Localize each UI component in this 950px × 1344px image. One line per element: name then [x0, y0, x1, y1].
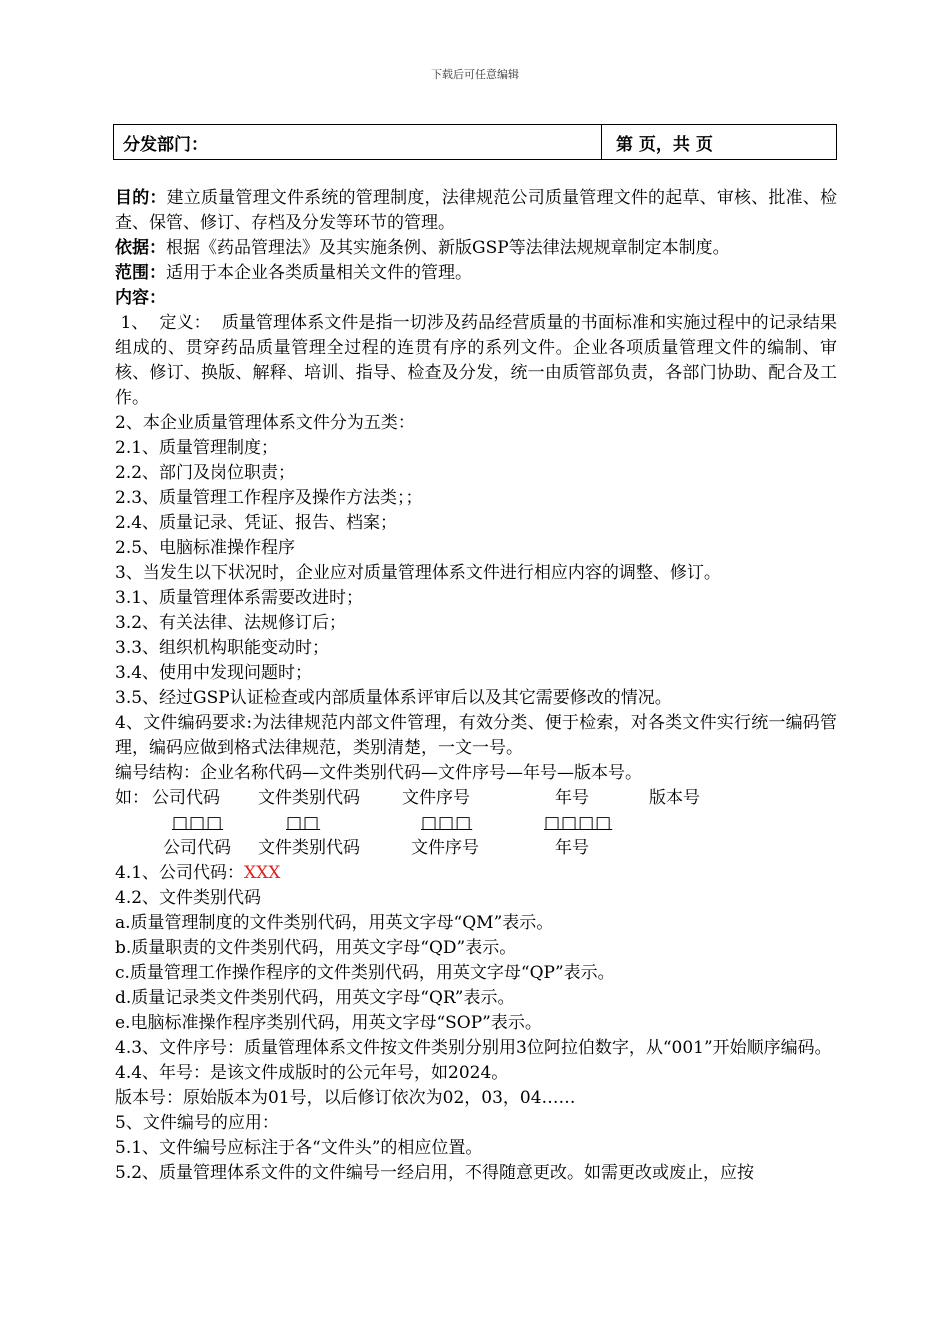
header-note: 下载后可任意编辑 [431, 68, 519, 81]
footer-serial: 文件序号 [411, 838, 479, 858]
scope-text: 适用于本企业各类质量相关文件的管理。 [166, 263, 472, 283]
dept-cell: 分发部门： [114, 125, 602, 159]
section-3-2: 3.2、有关法律、法规修订后； [115, 613, 347, 633]
category-code-boxes: □□ [286, 813, 321, 833]
document-body [115, 186, 837, 1186]
example-prefix: 如： [115, 788, 149, 808]
example-serial: 文件序号 [402, 788, 470, 808]
footer-category-code: 文件类别代码 [258, 838, 360, 858]
section-2-4: 2.4、质量记录、凭证、报告、档案； [115, 513, 398, 533]
item-d: d.质量记录类文件类别代码，用英文字母“QR”表示。 [115, 988, 515, 1008]
item-c: c.质量管理工作操作程序的文件类别代码，用英文字母“QP”表示。 [115, 963, 615, 983]
section-2-3: 2.3、质量管理工作程序及操作方法类；； [115, 488, 423, 508]
company-code-value: XXX [244, 863, 281, 883]
example-version: 版本号 [649, 788, 700, 808]
info-table [113, 124, 837, 160]
section-3-4: 3.4、使用中发现问题时； [115, 663, 313, 683]
example-company-code: 公司代码 [152, 788, 220, 808]
section-2-1: 2.1、质量管理制度； [115, 438, 279, 458]
item-e: e.电脑标准操作程序类别代码，用英文字母“SOP”表示。 [115, 1013, 542, 1033]
example-footer-row [115, 836, 837, 861]
scope-label: 范围： [115, 263, 166, 283]
footer-year: 年号 [555, 838, 589, 858]
section-4-4: 4.4、年号：是该文件成版时的公元年号，如2024。 [115, 1063, 509, 1083]
content-label: 内容： [115, 288, 166, 308]
serial-boxes: □□□ [421, 813, 473, 833]
section-3-1: 3.1、质量管理体系需要改进时； [115, 588, 364, 608]
section-5-1: 5.1、文件编号应标注于各“文件头”的相应位置。 [115, 1138, 483, 1158]
footer-company-code: 公司代码 [163, 838, 231, 858]
purpose-label: 目的： [115, 188, 167, 208]
section-5-2: 5.2、质量管理体系文件的文件编号一经启用，不得随意更改。如需更改或废止，应按 [115, 1163, 755, 1183]
company-code-boxes: □□□ [172, 813, 224, 833]
purpose-text: 建立质量管理文件系统的管理制度，法律规范公司质量管理文件的起草、审核、批准、检查、保管、修订、存档及分发等环节的管理。 [115, 188, 838, 233]
item-a: a.质量管理制度的文件类别代码，用英文字母“QM”表示。 [115, 913, 554, 933]
definition-paragraph: 1、 定义： 质量管理体系文件是指一切涉及药品经营质量的书面标准和实施过程中的记录结果组成的、贯穿药品质量管理全过程的连贯有序的系列文件。企业各项质量管理文件的编制、审核、修订、换版、解释、培训、指导、检查及分发，统一由质管部负责，各部门协助、配合及工作。 [115, 313, 837, 408]
example-box-row [115, 811, 837, 836]
section-5: 5、文件编号的应用： [115, 1113, 279, 1133]
section-4-1-prefix: 4.1、公司代码： [115, 863, 245, 883]
basis-label: 依据： [115, 238, 166, 258]
item-b: b.质量职责的文件类别代码，用英文字母“QD”表示。 [115, 938, 517, 958]
version-number: 版本号：原始版本为01号，以后修订依次为02，03，04…… [115, 1088, 576, 1108]
section-2: 2、本企业质量管理体系文件分为五类： [115, 413, 415, 433]
basis-line [115, 236, 837, 261]
example-year: 年号 [555, 788, 589, 808]
purpose-paragraph [115, 186, 837, 236]
scope-line [115, 261, 837, 286]
section-3-3: 3.3、组织机构职能变动时； [115, 638, 330, 658]
section-4-3: 4.3、文件序号：质量管理体系文件按文件类别分别用3位阿拉伯数字，从“001”开始顺序编码。 [115, 1038, 832, 1058]
section-4-2: 4.2、文件类别代码 [115, 888, 262, 908]
section-2-5: 2.5、电脑标准操作程序 [115, 538, 296, 558]
basis-text: 根据《药品管理法》及其实施条例、新版GSP等法律法规规章制定本制度。 [166, 238, 730, 258]
numbering-structure: 编号结构：企业名称代码—文件类别代码—文件序号—年号—版本号。 [115, 763, 642, 783]
example-header-row [115, 786, 837, 811]
section-4-1 [115, 861, 837, 886]
year-boxes: □□□□ [544, 813, 613, 833]
section-2-2: 2.2、部门及岗位职责； [115, 463, 296, 483]
section-3-5: 3.5、经过GSP认证检查或内部质量体系评审后以及其它需要修改的情况。 [115, 688, 672, 708]
example-category-code: 文件类别代码 [258, 788, 360, 808]
section-4-paragraph: 4、文件编码要求:为法律规范内部文件管理，有效分类、便于检索，对各类文件实行统一编码管理，编码应做到格式法律规范，类别清楚，一文一号。 [115, 713, 837, 758]
section-3: 3、当发生以下状况时，企业应对质量管理体系文件进行相应内容的调整、修订。 [115, 563, 721, 583]
page-cell: 第 页，共 页 [616, 134, 713, 155]
